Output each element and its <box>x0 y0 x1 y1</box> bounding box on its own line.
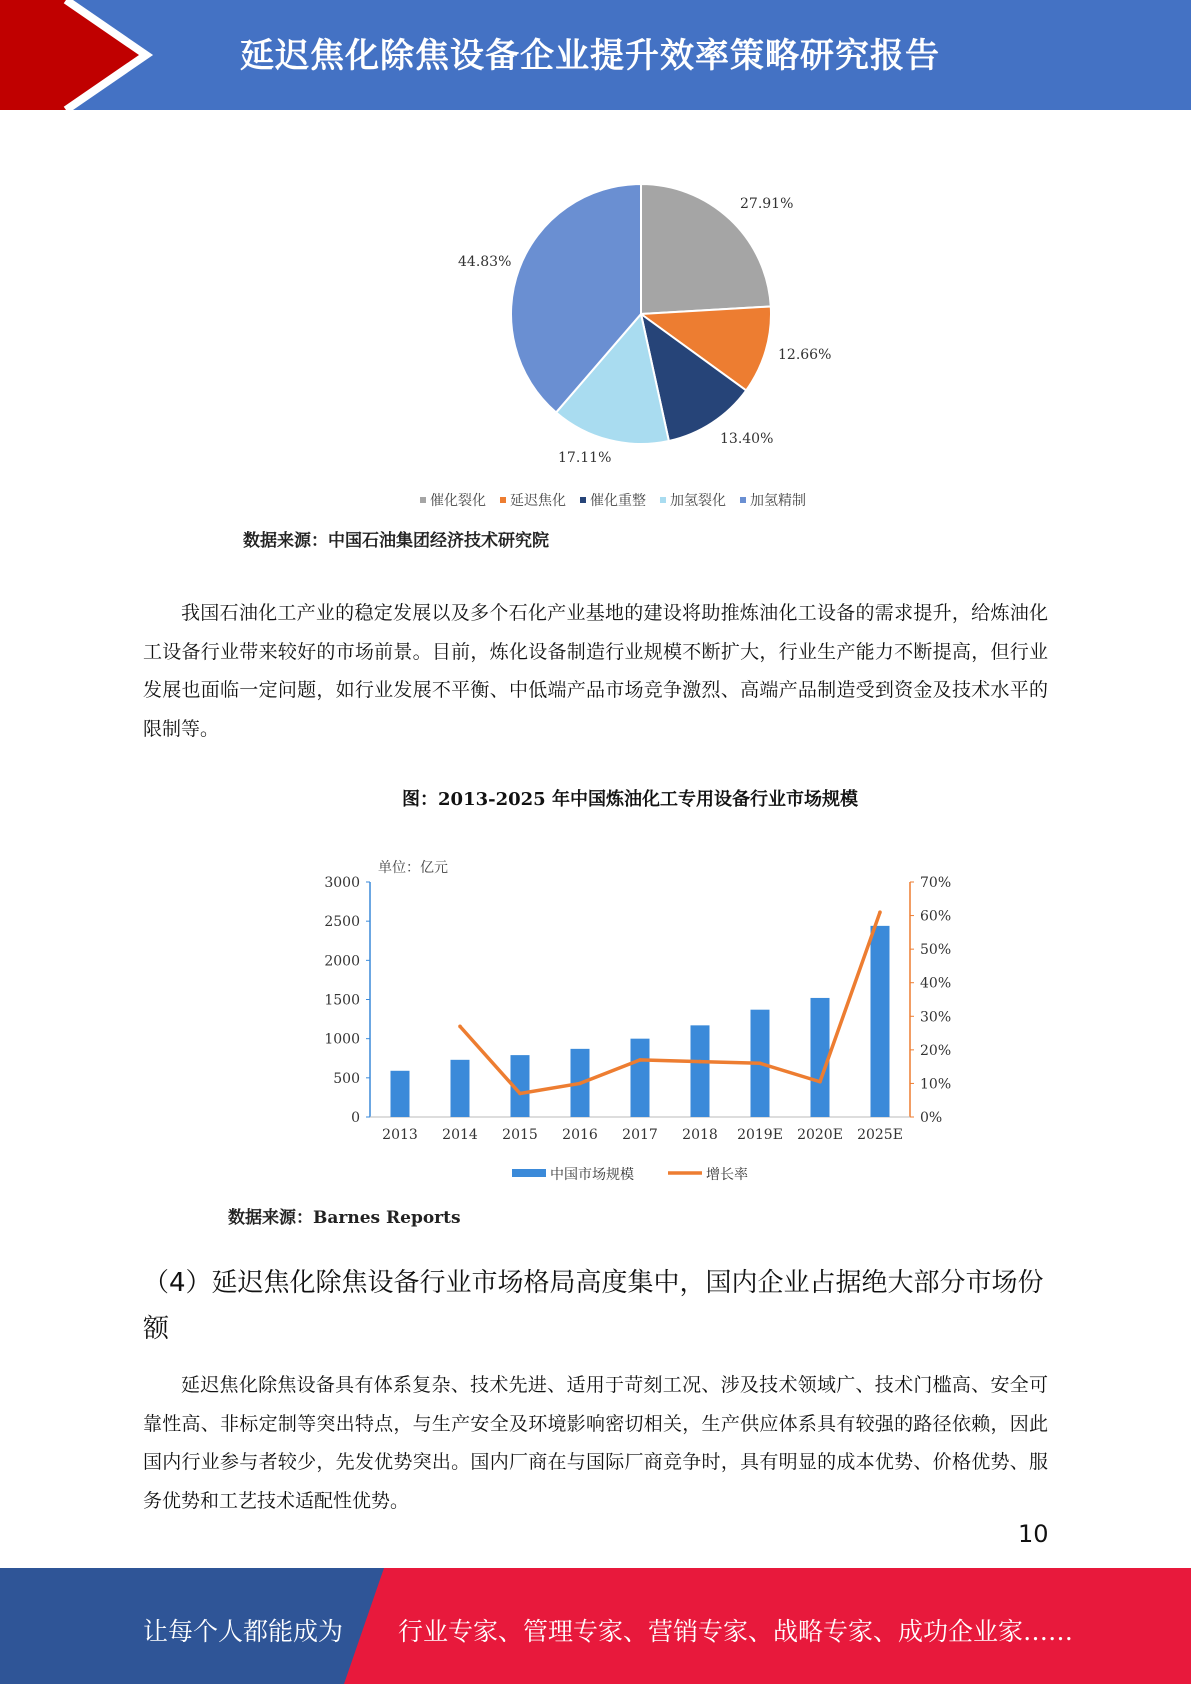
bar-2018 <box>691 1025 710 1117</box>
legend-bar-label: 中国市场规模 <box>550 1167 634 1183</box>
legend-label: 催化重整 <box>590 493 646 509</box>
pie-label-catalytic-reforming: 13.40% <box>720 431 774 447</box>
legend-item <box>660 490 726 510</box>
page-footer <box>0 1568 1191 1684</box>
x-tick-label: 2020E <box>797 1127 843 1143</box>
right-tick-label: 30% <box>920 1009 952 1026</box>
right-tick-label: 10% <box>920 1076 952 1093</box>
pie-label-hydrotreating: 44.83% <box>458 254 512 270</box>
x-tick-label: 2013 <box>382 1127 418 1143</box>
left-tick-label: 0 <box>351 1110 360 1126</box>
x-tick-label: 2016 <box>562 1127 598 1143</box>
x-tick-label: 2017 <box>622 1127 658 1143</box>
bar-2014 <box>451 1060 470 1117</box>
legend-swatch <box>580 497 586 503</box>
x-tick-label: 2014 <box>442 1127 478 1143</box>
x-tick-label: 2018 <box>682 1127 718 1143</box>
right-tick-label: 50% <box>920 942 952 959</box>
page-number: 10 <box>1018 1520 1049 1548</box>
right-tick-label: 0% <box>920 1110 943 1126</box>
legend-line-label: 增长率 <box>706 1167 748 1183</box>
left-tick-label: 500 <box>333 1070 360 1087</box>
left-tick-label: 2000 <box>324 953 360 970</box>
bar-chart-title: 图：2013-2025 年中国炼油化工专用设备行业市场规模 <box>402 789 858 810</box>
growth-rate-point <box>638 1058 642 1062</box>
footer-slogan-left: 让每个人都能成为 <box>143 1617 344 1646</box>
legend-item <box>420 490 486 510</box>
bar-chart-source: 数据来源：Barnes Reports <box>228 1208 461 1228</box>
legend-label: 加氢裂化 <box>670 493 726 509</box>
legend-bar-swatch <box>512 1169 546 1177</box>
pie-chart <box>420 170 840 470</box>
bar-line-chart <box>300 855 952 1195</box>
right-tick-label: 60% <box>920 908 952 925</box>
left-tick-label: 1000 <box>324 1031 360 1048</box>
legend-swatch <box>740 497 746 503</box>
growth-rate-point <box>818 1080 822 1084</box>
growth-rate-point <box>578 1082 582 1086</box>
right-tick-label: 20% <box>920 1042 952 1059</box>
paragraph-market-structure: 延迟焦化除焦设备具有体系复杂、技术先进、适用于苛刻工况、涉及技术领域广、技术门槛高、安全可靠性高、非标定制等突出特点，与生产安全及环境影响密切相关，生产供应体系具有较强的路径依赖，因此国内行业参与者较少，先发优势突出。国内厂商在与国际厂商竞争时，具有明显的成本优势、价格优势、服务优势和工艺技术适配性优势。 <box>143 1374 1048 1512</box>
left-tick-label: 1500 <box>324 992 360 1009</box>
growth-rate-point <box>758 1061 762 1065</box>
unit-label: 单位：亿元 <box>378 860 448 876</box>
growth-rate-point <box>518 1092 522 1096</box>
pie-label-delayed-coking: 12.66% <box>778 347 832 363</box>
pie-source: 数据来源：中国石油集团经济技术研究院 <box>243 531 549 551</box>
legend-swatch <box>420 497 426 503</box>
legend-label: 催化裂化 <box>430 493 486 509</box>
growth-rate-point <box>698 1060 702 1064</box>
bar-2020E <box>811 998 830 1117</box>
x-tick-label: 2025E <box>857 1127 903 1143</box>
x-tick-label: 2019E <box>737 1127 783 1143</box>
section-heading: （4）延迟焦化除焦设备行业市场格局高度集中，国内企业占据绝大部分市场份额 <box>143 1268 1044 1344</box>
right-tick-label: 40% <box>920 975 952 992</box>
x-tick-label: 2015 <box>502 1127 538 1143</box>
legend-item <box>580 490 646 510</box>
legend-label: 加氢精制 <box>750 493 806 509</box>
left-tick-label: 3000 <box>324 875 360 891</box>
right-tick-label: 70% <box>920 875 952 891</box>
footer-slogan-right: 行业专家、管理专家、营销专家、战略专家、成功企业家…… <box>398 1617 1074 1646</box>
pie-chart-svg <box>420 170 840 470</box>
pie-label-hydrocracking: 17.11% <box>558 450 612 466</box>
legend-item <box>500 490 566 510</box>
growth-rate-point <box>878 910 882 914</box>
bar-2025E <box>871 926 890 1117</box>
legend-item <box>740 490 806 510</box>
legend-swatch <box>500 497 506 503</box>
left-tick-label: 2500 <box>324 914 360 931</box>
pie-label-catalytic-cracking: 27.91% <box>740 196 794 212</box>
pie-legend <box>420 490 880 510</box>
legend-swatch <box>660 497 666 503</box>
report-title: 延迟焦化除焦设备企业提升效率策略研究报告 <box>240 36 940 76</box>
legend-label: 延迟焦化 <box>510 493 566 509</box>
page-header <box>0 0 1191 110</box>
growth-rate-point <box>458 1025 462 1029</box>
paragraph-market-outlook: 我国石油化工产业的稳定发展以及多个石化产业基地的建设将助推炼油化工设备的需求提升，给炼油化工设备行业带来较好的市场前景。目前，炼化设备制造行业规模不断扩大，行业生产能力不断提高，但行业发展也面临一定问题，如行业发展不平衡、中低端产品市场竞争激烈、高端产品制造受到资金及技术水平的限制等。 <box>143 602 1048 740</box>
bar-2013 <box>391 1071 410 1117</box>
bar-2017 <box>631 1039 650 1117</box>
